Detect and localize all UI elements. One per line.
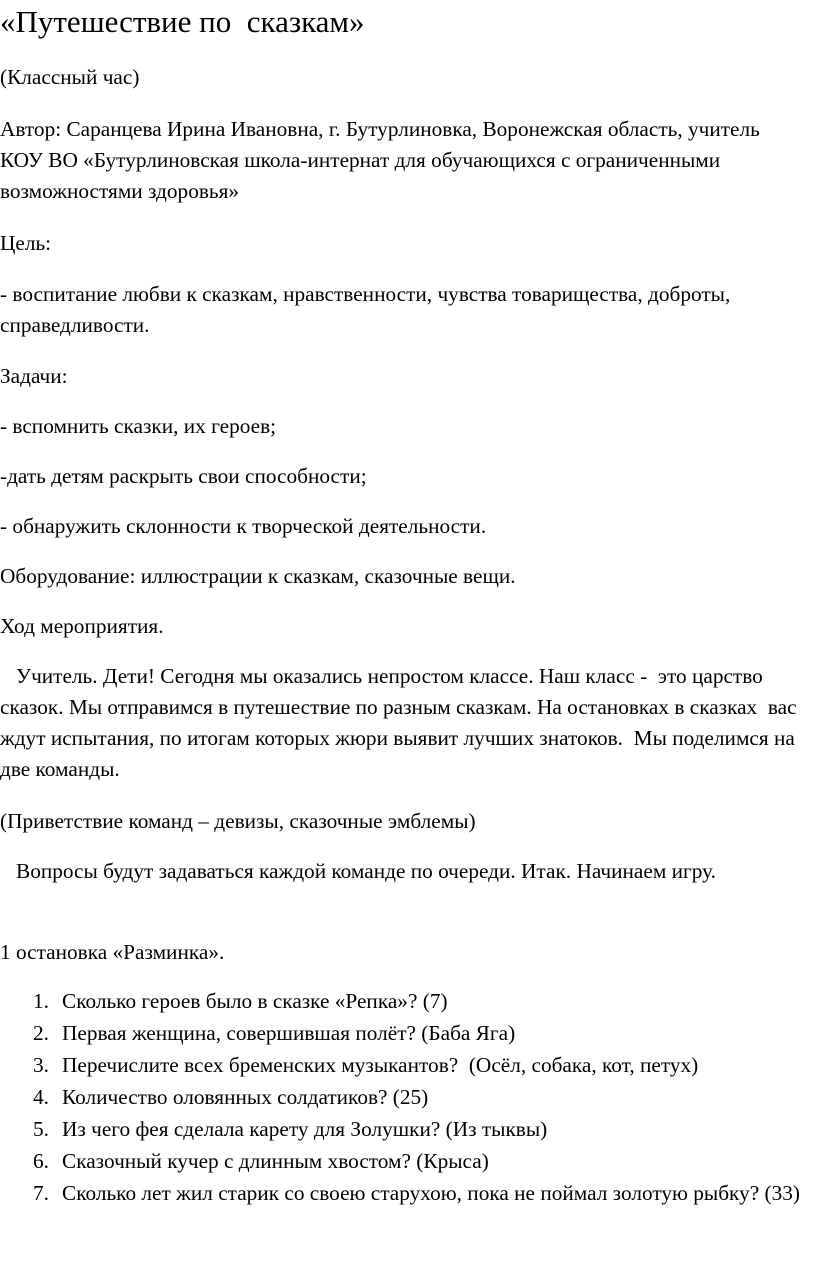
list-item	[0, 1178, 816, 1209]
author-paragraph: Автор: Саранцева Ирина Ивановна, г. Бутурлиновка, Воронежская область, учитель КОУ ВО «Бутурлиновская школа-интернат для обучающихся с ограниченными возможностями здоровья»	[0, 117, 766, 203]
teacher-intro-paragraph: Учитель. Дети! Сегодня мы оказались непростом классе. Наш класс - это царство сказок. Мы отправимся в путешествие по разным сказкам. На остановках в сказках вас ждут испытания, по итогам которых жюри выявит лучших знатоков. Мы поделимся на две команды.	[0, 664, 802, 781]
list-item-text: Сколько героев было в сказке «Репка»? (7)	[62, 989, 448, 1013]
list-item-text: Первая женщина, совершившая полёт? (Баба Яга)	[62, 1021, 516, 1045]
event-course-heading: Ход мероприятия.	[0, 614, 164, 638]
list-item-text: Из чего фея сделала карету для Золушки? (Из тыквы)	[62, 1117, 548, 1141]
tasks-heading: Задачи:	[0, 364, 68, 388]
list-item	[0, 1050, 816, 1081]
team-greeting-paragraph: (Приветствие команд – девизы, сказочные эмблемы)	[0, 809, 476, 833]
list-item-text: Сколько лет жил старик со своею старухою, пока не поймал золотую рыбку? (33)	[62, 1181, 800, 1205]
stop-1-heading: 1 остановка «Разминка».	[0, 940, 225, 964]
questions-intro-paragraph: Вопросы будут задаваться каждой команде по очереди. Итак. Начинаем игру.	[0, 859, 716, 883]
list-item-number: 3.	[33, 1053, 49, 1077]
list-item-text: Сказочный кучер с длинным хвостом? (Крыса)	[62, 1149, 489, 1173]
goal-text: - воспитание любви к сказкам, нравственности, чувства товарищества, доброты, справедливости.	[0, 282, 736, 337]
task-item-1: - вспомнить сказки, их героев;	[0, 414, 277, 438]
list-item-number: 4.	[33, 1085, 49, 1109]
task-item-3: - обнаружить склонности к творческой деятельности.	[0, 514, 487, 538]
list-item-number: 7.	[33, 1181, 49, 1205]
list-item-number: 2.	[33, 1021, 49, 1045]
list-item-number: 6.	[33, 1149, 49, 1173]
list-item-number: 1.	[33, 989, 49, 1013]
list-item	[0, 1018, 816, 1049]
equipment-paragraph: Оборудование: иллюстрации к сказкам, сказочные вещи.	[0, 564, 516, 588]
document-title: «Путешествие по сказкам»	[0, 4, 365, 39]
list-item-text: Перечислите всех бременских музыкантов? (Осёл, собака, кот, петух)	[62, 1053, 699, 1077]
goal-heading: Цель:	[0, 231, 52, 255]
list-item	[0, 1082, 816, 1113]
list-item	[0, 1114, 816, 1145]
list-item-number: 5.	[33, 1117, 49, 1141]
warmup-questions-list	[0, 986, 816, 1210]
subtitle-class-hour: (Классный час)	[0, 65, 140, 89]
list-item	[0, 986, 816, 1017]
list-item-text: Количество оловянных солдатиков? (25)	[62, 1085, 429, 1109]
list-item	[0, 1146, 816, 1177]
task-item-2: -дать детям раскрыть свои способности;	[0, 464, 367, 488]
